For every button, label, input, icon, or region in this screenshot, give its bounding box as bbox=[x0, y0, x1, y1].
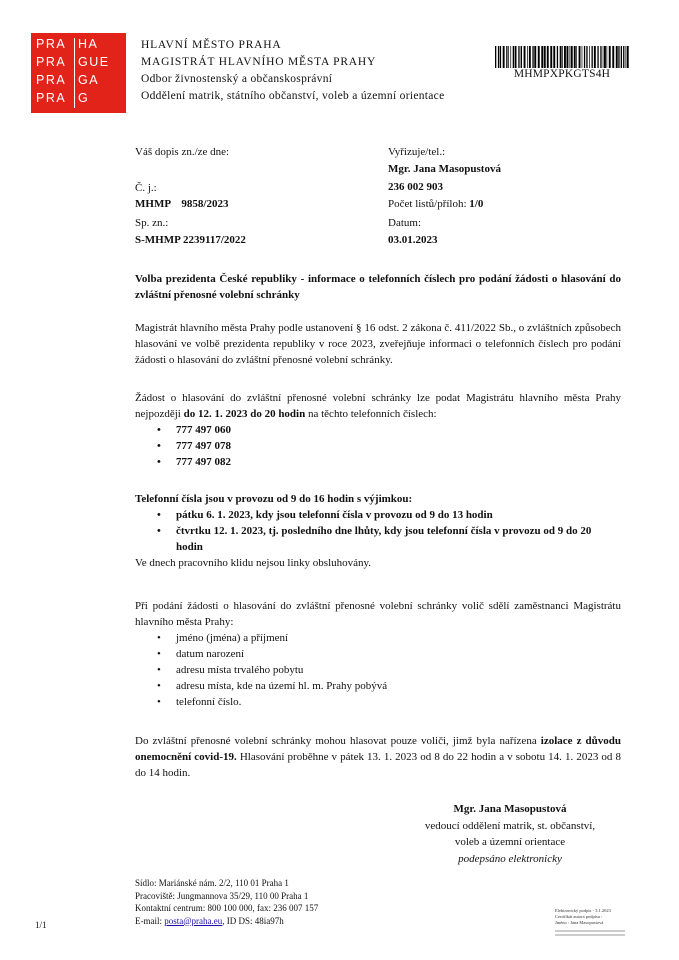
header-magistrate: MAGISTRÁT HLAVNÍHO MĚSTA PRAHY bbox=[141, 56, 377, 68]
meta-datum-value: 03.01.2023 bbox=[388, 234, 438, 246]
meta-spzn-label: Sp. zn.: bbox=[135, 217, 169, 229]
stamp-line: Jméno : Jana Masopustová bbox=[555, 920, 604, 925]
logo-text: PRA bbox=[36, 37, 67, 51]
logo-text: GA bbox=[78, 73, 100, 87]
deadline-bold: do 12. 1. 2023 do 20 hodin bbox=[183, 408, 306, 420]
hours-heading: Telefonní čísla jsou v provozu od 9 do 16 hodin s výjimkou: bbox=[135, 493, 413, 505]
list-item: • čtvrtku 12. 1. 2023, tj. posledního dne lhůty, kdy jsou telefonní čísla v provozu od 9 do 20 hodin bbox=[176, 523, 621, 555]
list-item: • telefonní číslo. bbox=[176, 694, 621, 710]
paragraph-isolation-text: Do zvláštní přenosné volební schránky mohou hlasovat pouze voliči, jimž byla nařízena bbox=[135, 735, 541, 747]
logo-text: PRA bbox=[36, 91, 67, 105]
footer-email-label: E-mail: bbox=[135, 915, 165, 926]
signature-role-2: voleb a územní orientace bbox=[454, 836, 566, 848]
list-item: • datum narození bbox=[176, 646, 621, 662]
header-section: Oddělení matrik, státního občanství, voleb a územní orientace bbox=[141, 90, 445, 102]
header-city: HLAVNÍ MĚSTO PRAHA bbox=[141, 39, 282, 51]
meta-pocet-value: 1/0 bbox=[469, 198, 484, 210]
isolation-bold: izolace z důvodu onemocnění covid-19. bbox=[135, 735, 621, 763]
signature-role: vedoucí oddělení matrik, st. občanství, bbox=[424, 819, 596, 832]
paragraph-isolation bbox=[135, 733, 621, 781]
footer-ds: , ID DS: 48ia97h bbox=[222, 915, 284, 926]
email-link[interactable]: posta@praha.eu bbox=[164, 915, 223, 926]
paragraph-voter-text: Při podání žádosti o hlasování do zvláštní přenosné volební schránky volič sdělí zaměstnanci Magistrátu hlavního města Prahy: bbox=[135, 600, 621, 628]
signature-signed: podepsáno elektronicky bbox=[458, 852, 562, 865]
paragraph-voter bbox=[135, 598, 621, 710]
meta-datum-label: Datum: bbox=[388, 217, 421, 229]
list-item: • 777 497 078 bbox=[176, 438, 621, 454]
list-item: • adresu místa trvalého pobytu bbox=[176, 662, 621, 678]
meta-vyrizuje-label: Vyřizuje/tel.: bbox=[388, 146, 446, 158]
phone-list bbox=[135, 422, 621, 470]
paragraph-intro: Magistrát hlavního města Prahy podle ustanovení § 16 odst. 2 zákona č. 411/2022 Sb., o zvláštních způsobech hlasování ve volbě prezidenta republiky v roce 2023, zveřejňuje informaci o telefonních číslech pro podání žádosti o hlasování do zvláštní přenosné volební schránky. bbox=[135, 322, 621, 366]
operating-hours bbox=[135, 491, 621, 571]
meta-pocet bbox=[388, 197, 483, 212]
meta-pocet-label: Počet listů/příloh: bbox=[388, 198, 467, 210]
footer-pracoviste: Pracoviště: Jungmannova 35/29, 110 00 Praha 1 bbox=[135, 890, 309, 901]
barcode-text: MHMPXPKGTS4H bbox=[513, 68, 611, 80]
footer-email-line bbox=[135, 915, 318, 928]
logo-text: PRA bbox=[36, 55, 67, 69]
meta-vyrizuje-name: Mgr. Jana Masopustová bbox=[388, 163, 501, 175]
list-item: • adresu místa, kde na území hl. m. Prahy pobývá bbox=[176, 678, 621, 694]
paragraph-isolation-text-end: Hlasování proběhne v pátek 13. 1. 2023 od 8 do 22 hodin a v sobotu 14. 1. 2023 od 8 do 14 hodin. bbox=[135, 751, 621, 779]
logo-text: GUE bbox=[78, 55, 110, 69]
logo-text: PRA bbox=[36, 73, 67, 87]
meta-cj-value: MHMP 9858/2023 bbox=[135, 198, 229, 210]
list-item: • jméno (jména) a příjmení bbox=[176, 630, 621, 646]
barcode bbox=[495, 46, 629, 68]
footer-sidlo: Sídlo: Mariánské nám. 2/2, 110 01 Praha 1 bbox=[135, 878, 289, 888]
paragraph-deadline-text: Žádost o hlasování do zvláštní přenosné volební schránky lze podat Magistrátu hlavního města Prahy nejpozději bbox=[135, 392, 621, 420]
logo-text: G bbox=[78, 91, 90, 105]
list-item: • 777 497 082 bbox=[176, 454, 621, 470]
signature-name: Mgr. Jana Masopustová bbox=[453, 803, 567, 815]
meta-vyrizuje-tel: 236 002 903 bbox=[388, 181, 443, 193]
stamp-line: Elektronický podpis - 3.1.2023 bbox=[555, 908, 611, 913]
footer bbox=[135, 877, 318, 927]
e-signature-stamp bbox=[555, 908, 645, 936]
meta-cj-label: Č. j.: bbox=[135, 182, 157, 194]
prague-logo bbox=[31, 33, 126, 113]
meta-dopis-label: Váš dopis zn./ze dne: bbox=[135, 146, 230, 158]
hours-exceptions bbox=[135, 507, 621, 555]
footer-kontakt: Kontaktní centrum: 800 100 000, fax: 236 007 157 bbox=[135, 903, 319, 913]
header-department: Odbor živnostenský a občanskosprávní bbox=[141, 73, 333, 85]
page-number: 1/1 bbox=[35, 920, 47, 930]
logo-text: HA bbox=[78, 37, 99, 51]
logo-divider bbox=[74, 38, 75, 108]
stamp-line: Certifikát autora podpisu : bbox=[555, 914, 603, 919]
hours-note: Ve dnech pracovního klidu nejsou linky obsluhovány. bbox=[135, 557, 372, 569]
paragraph-deadline-text-end: na těchto telefonních číslech: bbox=[305, 408, 437, 420]
stamp-hash-line bbox=[555, 934, 625, 936]
list-item: • 777 497 060 bbox=[176, 422, 621, 438]
paragraph-deadline bbox=[135, 390, 621, 470]
subject: Volba prezidenta České republiky - informace o telefonních číslech pro podání žádosti o hlasování do zvláštní přenosné volební schránky bbox=[135, 273, 621, 301]
meta-spzn-value: S-MHMP 2239117/2022 bbox=[135, 234, 246, 246]
stamp-hash-line bbox=[555, 930, 625, 932]
list-item: • pátku 6. 1. 2023, kdy jsou telefonní čísla v provozu od 9 do 13 hodin bbox=[176, 507, 621, 523]
voter-info-list bbox=[135, 630, 621, 710]
signature-block bbox=[400, 801, 620, 867]
